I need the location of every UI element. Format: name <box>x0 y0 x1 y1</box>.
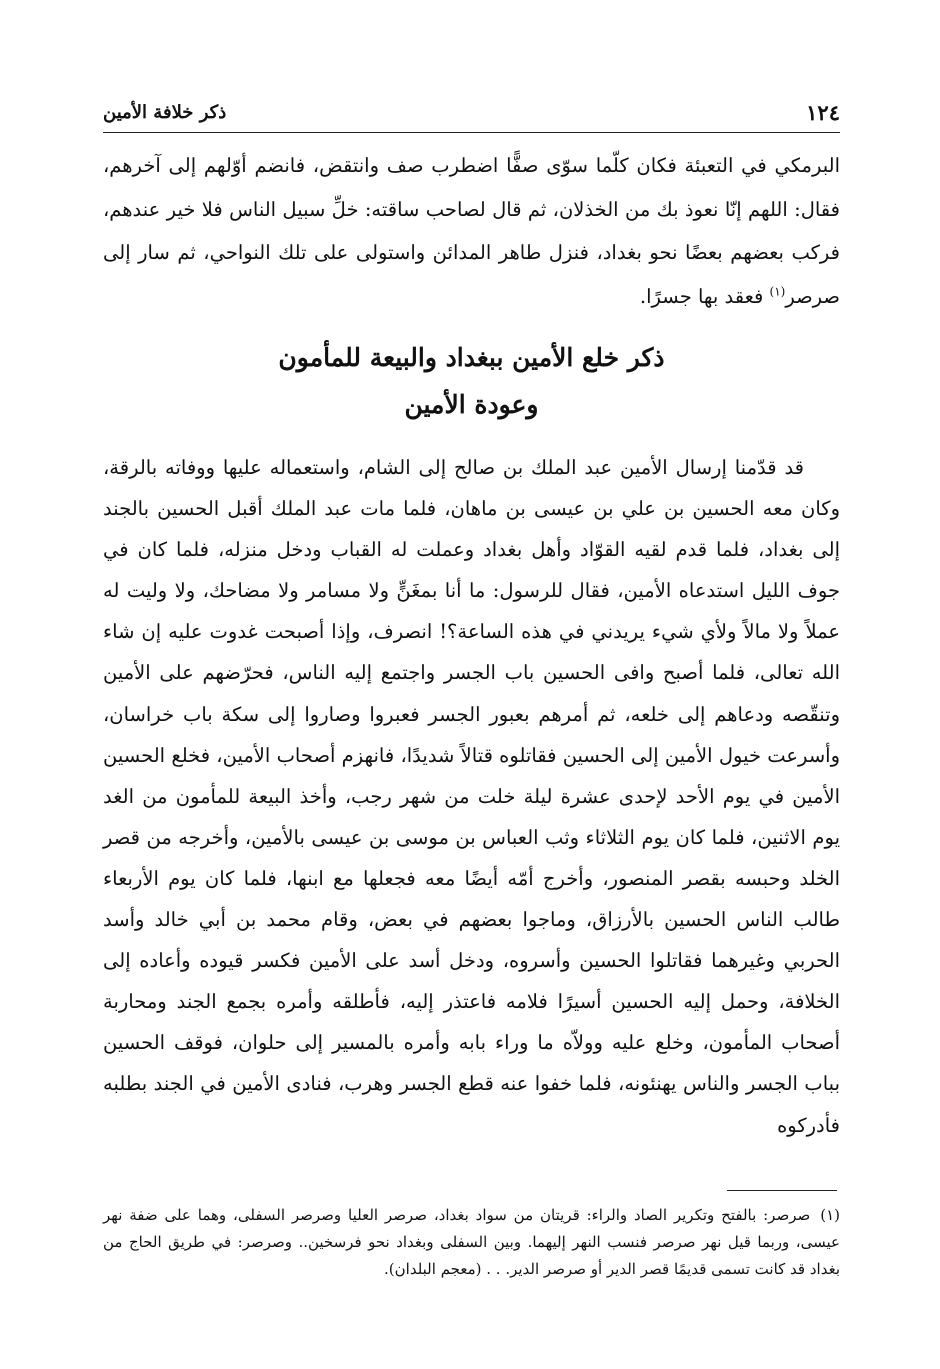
footnote-marker: (١) <box>820 1206 840 1224</box>
running-title: ذكر خلافة الأمين <box>103 102 227 123</box>
footnote-reference: (١) <box>769 284 786 298</box>
header-rule <box>103 132 840 133</box>
footnote <box>103 1202 840 1283</box>
section-heading-line-1: ذكر خلع الأمين ببغداد والبيعة للمأمون <box>278 343 665 372</box>
paragraph-continuation <box>103 144 840 318</box>
paragraph-1-tail: فعقد بها جسرًا. <box>639 284 770 308</box>
page-number: ١٢٤ <box>806 100 840 125</box>
footnote-rule <box>727 1190 837 1191</box>
section-body-paragraph: قد قدّمنا إرسال الأمين عبد الملك بن صالح إلى الشام، واستعماله عليها ووفاته بالرقة، وكان معه الحسين بن علي بن عيسى بن ماهان، فلما مات عبد الملك أقبل الحسين بالجند إلى بغداد، فلما قدم لقيه القوّاد وأهل بغداد وعملت له القباب ودخل منزله، فلما كان في جوف الليل استدعاه الأمين، فقال للرسول: ما أنا بمغَنٍّ ولا مسامر ولا مضاحك، ولا وليت له عملاً ولا مالاً ولأي شيء يريدني في هذه الساعة؟! انصرف، وإذا أصبحت غدوت عليه إن شاء الله تعالى، فلما أصبح وافى الحسين باب الجسر واجتمع إليه الناس، فحرّضهم على الأمين وتنقّصه ودعاهم إلى خلعه، ثم أمرهم بعبور الجسر فعبروا وصاروا إلى سكة باب خراسان، وأسرعت خيول الأمين إلى الحسين فقاتلوه قتالاً شديدًا، فانهزم أصحاب الأمين، فخلع الحسين الأمين في يوم الأحد لإحدى عشرة ليلة خلت من شهر رجب، وأخذ البيعة للمأمون من الغد يوم الاثنين، فلما كان يوم الثلاثاء وثب العباس بن موسى بن عيسى بالأمين، وأخرجه من قصر الخلد وحبسه بقصر المنصور، وأخرج أمّه أيضًا معه فجعلها مع ابنها، فلما كان يوم الأربعاء طالب الناس الحسين بالأرزاق، وماجوا بعضهم في بعض، وقام محمد بن أبي خالد وأسد الحربي وغيرهما فقاتلوا الحسين وأسروه، ودخل أسد على الأمين فكسر قيوده وأعاده إلى الخلافة، وحمل إليه الحسين أسيرًا فلامه فاعتذر إليه، فأطلقه وأمره بجمع الجند ومحاربة أصحاب المأمون، وخلع عليه وولاّه ما وراء بابه وأمره بالمسير إلى حلوان، فوقف الحسين بباب الجسر والناس يهنئونه، فلما خفوا عنه قطع الجسر وهرب، فنادى الأمين في الجند بطلبه فأدركوه <box>103 456 840 1137</box>
paragraph-1-text: البرمكي في التعبئة فكان كلّما سوّى صفًّا اضطرب صف وانتقض، فانضم أوّلهم إلى آخرهم، فقال: اللهم إنّا نعوذ بك من الخذلان، ثم قال لصاحب ساقته: خلِّ سبيل الناس فلا خير عندهم، فركب بعضهم بعضًا نحو بغداد، فنزل طاهر المدائن واستولى على تلك النواحي، ثم سار إلى صرصر <box>103 154 840 308</box>
footnote-text: صرصر: بالفتح وتكرير الصاد والراء: قريتان من سواد بغداد، صرصر العليا وصرصر السفلى، وهما على ضفة نهر عيسى، وربما قيل نهر صرصر فنسب النهر إليهما. وبين السفلى وبغداد نحو فرسخين.. وصرصر: في طريق الحاج من بغداد قد كانت تسمى قديمًا قصر الدير أو صرصر الدير. . . (معجم البلدان). <box>103 1206 840 1278</box>
section-heading-line-2: وعودة الأمين <box>404 390 539 419</box>
page-header <box>103 96 840 126</box>
